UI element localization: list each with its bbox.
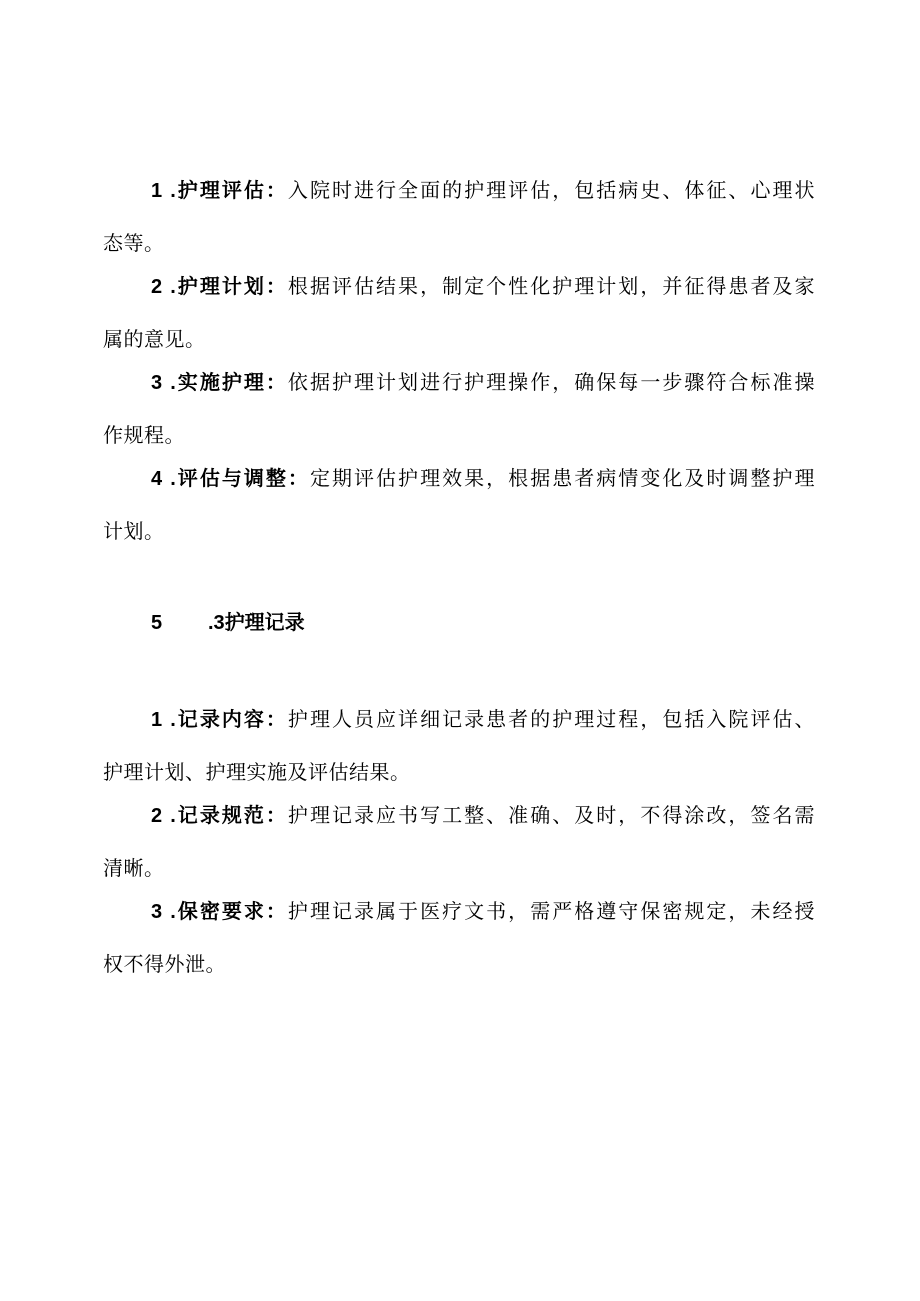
list-item-line-1 <box>103 693 815 746</box>
item-text: 定期评估护理效果，根据患者病情变化及时调整护理 <box>309 466 816 490</box>
item-number-separator: . <box>162 180 177 202</box>
list-item-line-1 <box>103 789 815 842</box>
item-label: 护理评估： <box>176 178 288 202</box>
list-item-line-2: 态等。 <box>103 231 165 255</box>
list-item-evaluation <box>103 452 815 557</box>
list-item-line-1 <box>103 260 815 313</box>
item-label: 保密要求： <box>176 899 288 923</box>
item-number: 4 <box>151 468 163 490</box>
list-item-confidentiality <box>103 885 815 990</box>
item-text: 护理记录应书写工整、准确、及时，不得涂改，签名需 <box>287 803 815 827</box>
item-text: 依据护理计划进行护理操作，确保每一步骤符合标准操 <box>287 370 815 394</box>
item-number-separator: . <box>162 468 177 490</box>
item-text: 护理记录属于医疗文书，需严格遵守保密规定，未经授 <box>287 899 815 923</box>
section-title: 护理记录 <box>224 610 305 634</box>
item-number-separator: . <box>162 709 177 731</box>
item-text: 护理人员应详细记录患者的护理过程，包括入院评估、 <box>287 707 815 731</box>
list-item-line-2: 权不得外泄。 <box>103 952 226 976</box>
list-item-record-standard <box>103 789 815 894</box>
list-item-line-1 <box>103 885 815 938</box>
section-heading <box>151 596 305 649</box>
list-item-line-2: 作规程。 <box>103 423 185 447</box>
item-number: 1 <box>151 709 163 731</box>
list-item-assessment <box>103 164 815 269</box>
item-number: 2 <box>151 276 163 298</box>
list-item-implementation <box>103 356 815 461</box>
list-item-line-2: 属的意见。 <box>103 327 206 351</box>
item-number: 1 <box>151 180 163 202</box>
section-number: 5 <box>151 612 163 634</box>
item-label: 护理计划： <box>176 274 288 298</box>
item-label: 评估与调整： <box>176 466 310 490</box>
item-number-separator: . <box>162 372 177 394</box>
item-number: 3 <box>151 372 163 394</box>
item-number-separator: . <box>162 901 177 923</box>
item-text: 入院时进行全面的护理评估，包括病史、体征、心理状 <box>287 178 815 202</box>
list-item-record-content <box>103 693 815 798</box>
list-item-line-2: 清晰。 <box>103 856 165 880</box>
item-label: 实施护理： <box>176 370 288 394</box>
item-number-separator: . <box>162 805 177 827</box>
section-subnumber: .3 <box>208 612 225 634</box>
item-number-separator: . <box>162 276 177 298</box>
list-item-line-2: 护理计划、护理实施及评估结果。 <box>103 760 411 784</box>
list-item-plan <box>103 260 815 365</box>
item-text: 根据评估结果，制定个性化护理计划，并征得患者及家 <box>287 274 815 298</box>
item-label: 记录内容： <box>176 707 288 731</box>
list-item-line-1 <box>103 452 815 505</box>
list-item-line-2: 计划。 <box>103 519 165 543</box>
list-item-line-1 <box>103 164 815 217</box>
list-item-line-1 <box>103 356 815 409</box>
item-label: 记录规范： <box>176 803 288 827</box>
item-number: 3 <box>151 901 163 923</box>
item-number: 2 <box>151 805 163 827</box>
